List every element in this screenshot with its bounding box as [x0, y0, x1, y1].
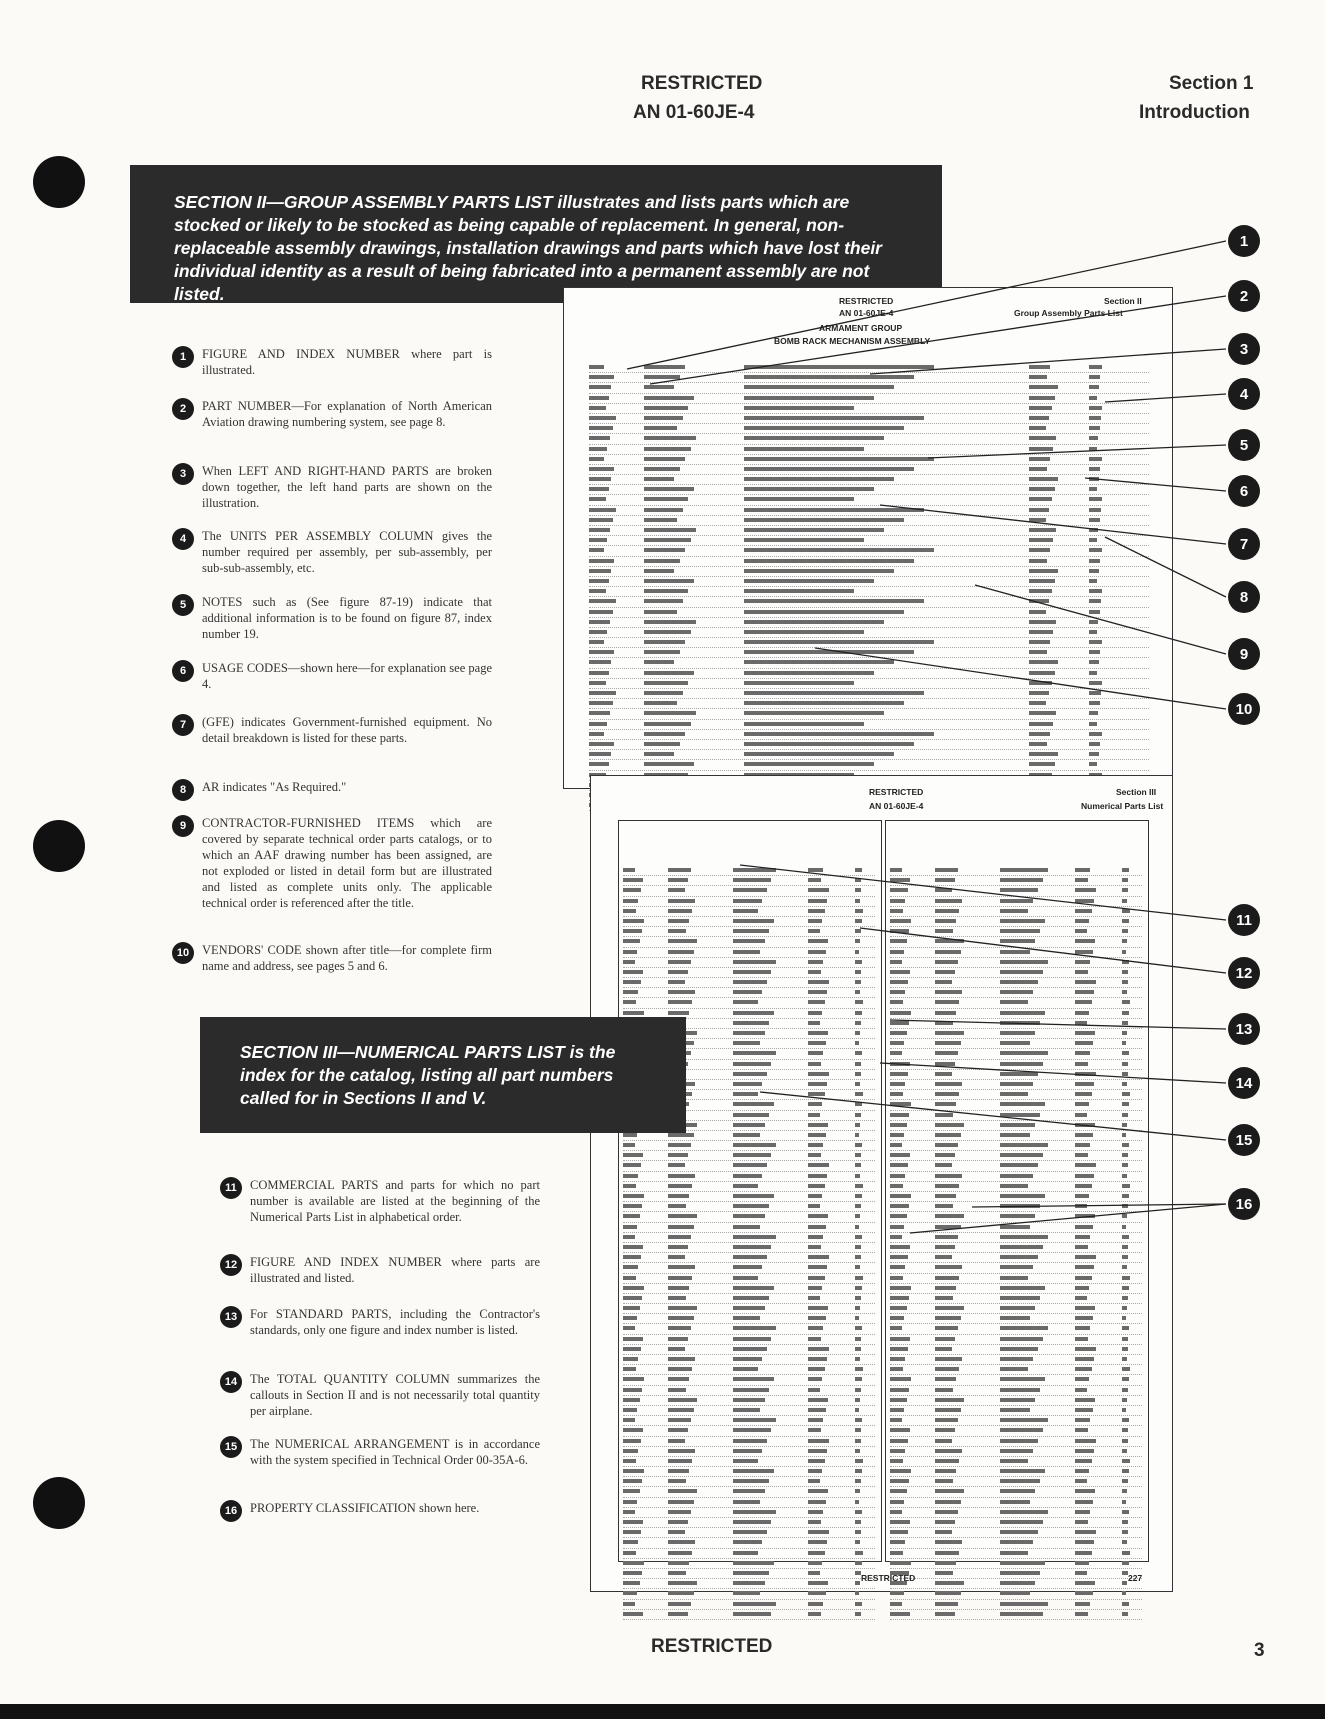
note-number-badge: 14 — [220, 1371, 242, 1393]
section3-banner: SECTION III—NUMERICAL PARTS LIST is the index for the catalog, listing all part numbers called for in Sections II and V. — [200, 1017, 686, 1133]
table-row — [890, 1243, 1142, 1253]
note-number-badge: 13 — [220, 1306, 242, 1328]
table-row — [890, 1304, 1142, 1314]
table-row — [623, 1477, 875, 1487]
table-row — [589, 383, 1149, 393]
table-row — [589, 730, 1149, 740]
table-row — [623, 988, 875, 998]
s2-note-6 — [172, 660, 492, 692]
table-row — [890, 1467, 1142, 1477]
table-row — [623, 1559, 875, 1569]
table-row — [890, 1070, 1142, 1080]
table-row — [589, 485, 1149, 495]
table-row — [890, 1019, 1142, 1029]
table-row — [623, 1508, 875, 1518]
table-row — [890, 1080, 1142, 1090]
callout-9: 9 — [1228, 638, 1260, 670]
table-row — [890, 876, 1142, 886]
table-row — [890, 866, 1142, 876]
s2-note-8 — [172, 779, 492, 801]
sample-rows — [589, 363, 1149, 811]
table-row — [890, 1386, 1142, 1396]
s3-note-12 — [220, 1254, 540, 1286]
table-row — [589, 495, 1149, 505]
s2-note-10 — [172, 942, 492, 974]
note-number-badge: 3 — [172, 463, 194, 485]
table-row — [623, 1528, 875, 1538]
callout-7: 7 — [1228, 528, 1260, 560]
table-row — [623, 1182, 875, 1192]
numerical-parts-sample-page — [590, 775, 1173, 1592]
table-row — [890, 1233, 1142, 1243]
table-row — [890, 1141, 1142, 1151]
table-row — [890, 1498, 1142, 1508]
sample2-section: Section III — [1116, 787, 1157, 797]
table-row — [623, 1416, 875, 1426]
note-number-badge: 10 — [172, 942, 194, 964]
table-row — [623, 968, 875, 978]
table-row — [890, 1324, 1142, 1334]
callout-8: 8 — [1228, 581, 1260, 613]
table-row — [589, 658, 1149, 668]
callout-3: 3 — [1228, 333, 1260, 365]
table-row — [890, 1345, 1142, 1355]
table-row — [890, 1579, 1142, 1589]
note-number-badge: 9 — [172, 815, 194, 837]
sample-doc: AN 01-60JE-4 — [839, 308, 894, 318]
s2-note-5 — [172, 594, 492, 642]
sample2-footer: RESTRICTED — [861, 1573, 916, 1583]
note-text: COMMERCIAL PARTS and parts for which no part number is available are listed at the beginning of the Numerical Parts List in alphabetical order. — [250, 1178, 540, 1224]
table-row — [890, 1090, 1142, 1100]
table-row — [890, 1274, 1142, 1284]
table-row — [890, 1437, 1142, 1447]
table-row — [623, 1335, 875, 1345]
table-row — [890, 917, 1142, 927]
table-row — [890, 1355, 1142, 1365]
table-row — [589, 618, 1149, 628]
table-row — [623, 1518, 875, 1528]
table-row — [589, 699, 1149, 709]
table-row — [623, 1375, 875, 1385]
right-column-rows — [890, 866, 1142, 1620]
table-row — [623, 1141, 875, 1151]
s3-note-16 — [220, 1500, 540, 1522]
table-row — [890, 1161, 1142, 1171]
table-row — [623, 1253, 875, 1263]
table-row — [890, 1131, 1142, 1141]
table-row — [623, 1365, 875, 1375]
sample-section: Section II — [1104, 296, 1142, 306]
note-text: USAGE CODES—shown here—for explanation see page 4. — [202, 661, 492, 691]
note-text: When LEFT AND RIGHT-HAND PARTS are broken down together, the left hand parts are shown on the illustration. — [202, 464, 492, 510]
table-row — [589, 679, 1149, 689]
note-number-badge: 11 — [220, 1177, 242, 1199]
table-row — [623, 1324, 875, 1334]
table-row — [890, 1100, 1142, 1110]
note-number-badge: 12 — [220, 1254, 242, 1276]
callout-4: 4 — [1228, 378, 1260, 410]
table-row — [589, 608, 1149, 618]
table-row — [623, 1538, 875, 1548]
table-row — [623, 1223, 875, 1233]
note-text: (GFE) indicates Government-furnished equipment. No detail breakdown is listed for these parts. — [202, 715, 492, 745]
table-row — [623, 1233, 875, 1243]
table-row — [890, 1151, 1142, 1161]
table-row — [623, 1263, 875, 1273]
table-row — [623, 1192, 875, 1202]
table-row — [890, 927, 1142, 937]
table-row — [623, 1600, 875, 1610]
note-text: VENDORS' CODE shown after title—for complete firm name and address, see pages 5 and 6. — [202, 943, 492, 973]
table-row — [623, 1569, 875, 1579]
table-row — [623, 958, 875, 968]
callout-10: 10 — [1228, 693, 1260, 725]
table-row — [890, 978, 1142, 988]
table-row — [623, 1498, 875, 1508]
section2-banner: SECTION II—GROUP ASSEMBLY PARTS LIST illustrates and lists parts which are stocked or likely to be stocked as being capable of replacement. In general, non-replaceable assembly drawings, installation drawings and parts which have lost their individual identity as a result of being fabricated into a permanent assembly are not listed. — [130, 165, 942, 303]
note-number-badge: 15 — [220, 1436, 242, 1458]
table-row — [589, 424, 1149, 434]
table-row — [623, 1396, 875, 1406]
table-row — [890, 1182, 1142, 1192]
table-row — [589, 526, 1149, 536]
table-row — [589, 506, 1149, 516]
footer-page-number: 3 — [1254, 1640, 1265, 1661]
table-row — [623, 1212, 875, 1222]
s2-note-1 — [172, 346, 492, 378]
table-row — [589, 628, 1149, 638]
s2-note-4 — [172, 528, 492, 576]
table-row — [623, 1589, 875, 1599]
table-row — [623, 1406, 875, 1416]
table-row — [890, 1487, 1142, 1497]
table-row — [890, 907, 1142, 917]
note-number-badge: 2 — [172, 398, 194, 420]
table-row — [623, 1487, 875, 1497]
table-row — [589, 720, 1149, 730]
table-row — [623, 1243, 875, 1253]
table-row — [623, 1426, 875, 1436]
table-row — [589, 648, 1149, 658]
table-row — [623, 1610, 875, 1620]
table-row — [623, 1202, 875, 1212]
note-number-badge: 1 — [172, 346, 194, 368]
sample-assembly: BOMB RACK MECHANISM ASSEMBLY — [774, 336, 931, 346]
table-row — [890, 1049, 1142, 1059]
table-row — [890, 1508, 1142, 1518]
table-row — [623, 1284, 875, 1294]
table-row — [890, 948, 1142, 958]
table-row — [890, 1029, 1142, 1039]
s3-note-15 — [220, 1436, 540, 1468]
header-section-title: Introduction — [1139, 102, 1250, 123]
callout-11: 11 — [1228, 904, 1260, 936]
table-row — [623, 897, 875, 907]
s3-note-14 — [220, 1371, 540, 1419]
sample2-subtitle: Numerical Parts List — [1081, 801, 1164, 811]
table-row — [890, 1477, 1142, 1487]
table-row — [890, 1396, 1142, 1406]
table-row — [589, 557, 1149, 567]
table-row — [890, 1416, 1142, 1426]
table-row — [589, 638, 1149, 648]
table-row — [890, 1569, 1142, 1579]
note-text: AR indicates "As Required." — [202, 780, 347, 794]
table-row — [589, 373, 1149, 383]
table-row — [890, 968, 1142, 978]
table-row — [890, 1253, 1142, 1263]
bottom-edge — [0, 1704, 1325, 1719]
table-row — [890, 1060, 1142, 1070]
table-row — [623, 1151, 875, 1161]
table-row — [623, 1447, 875, 1457]
table-row — [890, 1406, 1142, 1416]
punch-hole-top — [33, 156, 85, 208]
table-row — [890, 886, 1142, 896]
table-row — [623, 1294, 875, 1304]
group-assembly-sample-page — [563, 287, 1173, 789]
note-text: PROPERTY CLASSIFICATION shown here. — [250, 1501, 480, 1515]
callout-13: 13 — [1228, 1013, 1260, 1045]
table-row — [623, 1274, 875, 1284]
header-restricted: RESTRICTED — [641, 73, 763, 94]
table-row — [890, 1559, 1142, 1569]
punch-hole-middle — [33, 820, 85, 872]
s2-note-7 — [172, 714, 492, 746]
table-row — [589, 363, 1149, 373]
table-row — [589, 516, 1149, 526]
note-text: PART NUMBER—For explanation of North American Aviation drawing numbering system, see page 8. — [202, 399, 492, 429]
s2-note-2 — [172, 398, 492, 430]
table-row — [589, 750, 1149, 760]
callout-16: 16 — [1228, 1188, 1260, 1220]
table-row — [890, 1335, 1142, 1345]
callout-5: 5 — [1228, 429, 1260, 461]
note-text: FIGURE AND INDEX NUMBER where part is illustrated. — [202, 347, 492, 377]
table-row — [890, 1426, 1142, 1436]
table-row — [589, 455, 1149, 465]
note-text: The TOTAL QUANTITY COLUMN summarizes the callouts in Section II and is not necessarily total quantity per airplane. — [250, 1372, 540, 1418]
table-row — [589, 434, 1149, 444]
table-row — [623, 917, 875, 927]
table-row — [623, 1386, 875, 1396]
table-row — [623, 1314, 875, 1324]
table-row — [890, 1212, 1142, 1222]
table-row — [623, 927, 875, 937]
punch-hole-bottom — [33, 1477, 85, 1529]
table-row — [890, 1365, 1142, 1375]
table-row — [890, 1202, 1142, 1212]
table-row — [623, 886, 875, 896]
table-row — [890, 1538, 1142, 1548]
note-text: The UNITS PER ASSEMBLY COLUMN gives the number required per assembly, per sub-assembly, per sub-sub-assembly, etc. — [202, 529, 492, 575]
table-row — [589, 546, 1149, 556]
table-row — [890, 1172, 1142, 1182]
left-column-rows — [623, 866, 875, 1620]
sample2-doc: AN 01-60JE-4 — [869, 801, 924, 811]
note-number-badge: 6 — [172, 660, 194, 682]
table-row — [623, 1579, 875, 1589]
table-row — [589, 536, 1149, 546]
header-section: Section 1 — [1169, 73, 1254, 94]
table-row — [589, 414, 1149, 424]
table-row — [890, 1589, 1142, 1599]
sample2-restricted: RESTRICTED — [869, 787, 924, 797]
note-number-badge: 4 — [172, 528, 194, 550]
table-row — [623, 1172, 875, 1182]
s3-note-13 — [220, 1306, 540, 1338]
table-row — [589, 587, 1149, 597]
note-text: For STANDARD PARTS, including the Contractor's standards, only one figure and index number is listed. — [250, 1307, 540, 1337]
table-row — [890, 1447, 1142, 1457]
table-row — [623, 1161, 875, 1171]
callout-15: 15 — [1228, 1124, 1260, 1156]
table-row — [890, 1284, 1142, 1294]
table-row — [589, 597, 1149, 607]
table-row — [623, 1437, 875, 1447]
note-number-badge: 8 — [172, 779, 194, 801]
table-row — [890, 1111, 1142, 1121]
table-row — [589, 669, 1149, 679]
callout-6: 6 — [1228, 475, 1260, 507]
s2-note-9 — [172, 815, 492, 911]
callout-14: 14 — [1228, 1067, 1260, 1099]
table-row — [890, 1263, 1142, 1273]
table-row — [589, 445, 1149, 455]
header-doc-number: AN 01-60JE-4 — [633, 102, 755, 123]
s2-note-3 — [172, 463, 492, 511]
table-row — [623, 876, 875, 886]
sample2-page: 227 — [1128, 1573, 1143, 1583]
sample-restricted: RESTRICTED — [839, 296, 894, 306]
table-row — [589, 567, 1149, 577]
table-row — [890, 1192, 1142, 1202]
callout-2: 2 — [1228, 280, 1260, 312]
table-row — [589, 394, 1149, 404]
table-row — [623, 937, 875, 947]
table-row — [623, 998, 875, 1008]
table-row — [623, 1457, 875, 1467]
table-row — [890, 1600, 1142, 1610]
table-row — [890, 937, 1142, 947]
table-row — [890, 1375, 1142, 1385]
note-text: NOTES such as (See figure 87-19) indicate that additional information is to be found on figure 87, index number 19. — [202, 595, 492, 641]
sample-subtitle: Group Assembly Parts List — [1014, 308, 1123, 318]
table-row — [623, 1549, 875, 1559]
table-row — [623, 866, 875, 876]
table-row — [890, 988, 1142, 998]
table-row — [623, 907, 875, 917]
table-row — [890, 897, 1142, 907]
sample-group: ARMAMENT GROUP — [819, 323, 903, 333]
table-row — [890, 1518, 1142, 1528]
s3-note-11 — [220, 1177, 540, 1225]
note-number-badge: 7 — [172, 714, 194, 736]
table-row — [890, 1610, 1142, 1620]
table-row — [589, 475, 1149, 485]
table-row — [890, 998, 1142, 1008]
table-row — [623, 1355, 875, 1365]
table-row — [623, 948, 875, 958]
table-row — [589, 465, 1149, 475]
table-row — [890, 1009, 1142, 1019]
note-text: The NUMERICAL ARRANGEMENT is in accordance with the system specified in Technical Order 00-35A-6. — [250, 1437, 540, 1467]
note-text: FIGURE AND INDEX NUMBER where parts are illustrated and listed. — [250, 1255, 540, 1285]
table-row — [890, 958, 1142, 968]
table-row — [890, 1528, 1142, 1538]
table-row — [589, 689, 1149, 699]
table-row — [623, 978, 875, 988]
table-row — [890, 1294, 1142, 1304]
table-row — [890, 1121, 1142, 1131]
table-row — [890, 1223, 1142, 1233]
table-row — [890, 1457, 1142, 1467]
table-row — [623, 1304, 875, 1314]
callout-12: 12 — [1228, 957, 1260, 989]
note-text: CONTRACTOR-FURNISHED ITEMS which are covered by separate technical order parts catalogs, or to which an AAF drawing number has been assigned, are not exploded or listed in detail form but are illustrated and listed as complete units only. The applicable technical order is referenced after the title. — [202, 816, 492, 910]
note-number-badge: 5 — [172, 594, 194, 616]
table-row — [589, 577, 1149, 587]
table-row — [589, 740, 1149, 750]
table-row — [623, 1467, 875, 1477]
table-row — [589, 709, 1149, 719]
table-row — [589, 760, 1149, 770]
note-number-badge: 16 — [220, 1500, 242, 1522]
table-row — [890, 1039, 1142, 1049]
table-row — [890, 1549, 1142, 1559]
table-row — [623, 1345, 875, 1355]
footer-restricted: RESTRICTED — [651, 1636, 773, 1657]
table-row — [890, 1314, 1142, 1324]
table-row — [589, 404, 1149, 414]
callout-1: 1 — [1228, 225, 1260, 257]
